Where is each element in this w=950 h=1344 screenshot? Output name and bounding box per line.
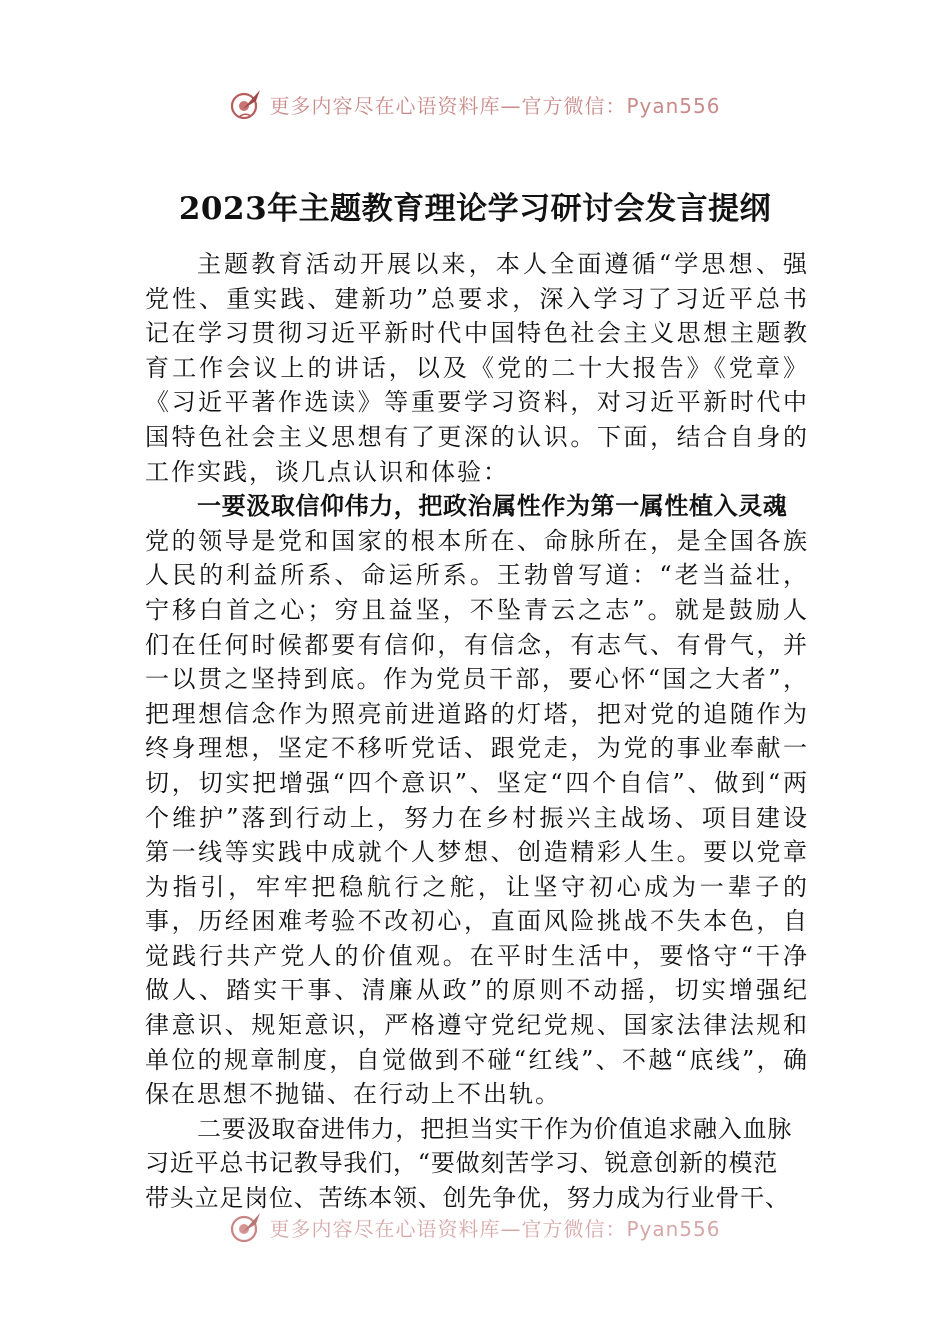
footer-watermark bbox=[0, 1207, 950, 1247]
section-2-paragraph-line: 习近平总书记教导我们，“要做刻苦学习、锐意创新的模范 bbox=[145, 1149, 779, 1178]
section-2-heading: 二要汲取奋进伟力，把担当实干作为价值追求融入血脉 bbox=[197, 1114, 793, 1143]
watermark-text: 更多内容尽在心语资料库—官方微信：Pyan556 bbox=[269, 1216, 721, 1241]
quill-pen-logo-icon bbox=[229, 87, 263, 121]
document-title: 2023年主题教育理论学习研讨会发言提纲 bbox=[178, 191, 772, 227]
quill-pen-logo-icon bbox=[229, 1210, 263, 1244]
section-1-paragraph: 党的领导是党和国家的根本所在、命脉所在，是全国各族人民的利益所系、命运所系。王勃曾写道：“老当益壮，宁移白首之心；穷且益坚，不坠青云之志”。就是鼓励人们在任何时候都要有信仰，有信念，有志气、有骨气，并一以贯之坚持到底。作为党员干部，要心怀“国之大者”，把理想信念作为照亮前进道路的灯塔，把对党的追随作为终身理想，坚定不移听党话、跟党走，为党的事业奉献一切，切实把增强“四个意识”、坚定“四个自信”、做到“两个维护”落到行动上，努力在乡村振兴主战场、项目建设第一线等实践中成就个人梦想、创造精彩人生。要以党章为指引，牢牢把稳航行之舵，让坚守初心成为一辈子的事，历经困难考验不改初心，直面风险挑战不失本色，自觉践行共产党人的价值观。在平时生活中，要恪守“干净做人、踏实干事、清廉从政”的原则不动摇，切实增强纪律意识、规矩意识，严格遵守党纪党规、国家法律法规和单位的规章制度，自觉做到不碰“红线”、不越“底线”，确保在思想不抛锚、在行动上不出轨。 bbox=[145, 526, 809, 1109]
header-watermark bbox=[0, 82, 950, 126]
section-2-paragraph-line: 带头立足岗位、苦练本领、创先争优，努力成为行业骨干、 bbox=[145, 1184, 790, 1213]
section-1-heading: 一要汲取信仰伟力，把政治属性作为第一属性植入灵魂 bbox=[197, 491, 788, 521]
watermark-text: 更多内容尽在心语资料库—官方微信：Pyan556 bbox=[269, 93, 721, 118]
document-body bbox=[145, 247, 809, 1216]
intro-paragraph: 主题教育活动开展以来，本人全面遵循“学思想、强党性、重实践、建新功”总要求，深入学习了习近平总书记在学习贯彻习近平新时代中国特色社会主义思想主题教育工作会议上的讲话，以及《党的二十大报告》《党章》《习近平著作选读》等重要学习资料，对习近平新时代中国特色社会主义思想有了更深的认识。下面，结合自身的工作实践，谈几点认识和体验： bbox=[145, 250, 809, 486]
